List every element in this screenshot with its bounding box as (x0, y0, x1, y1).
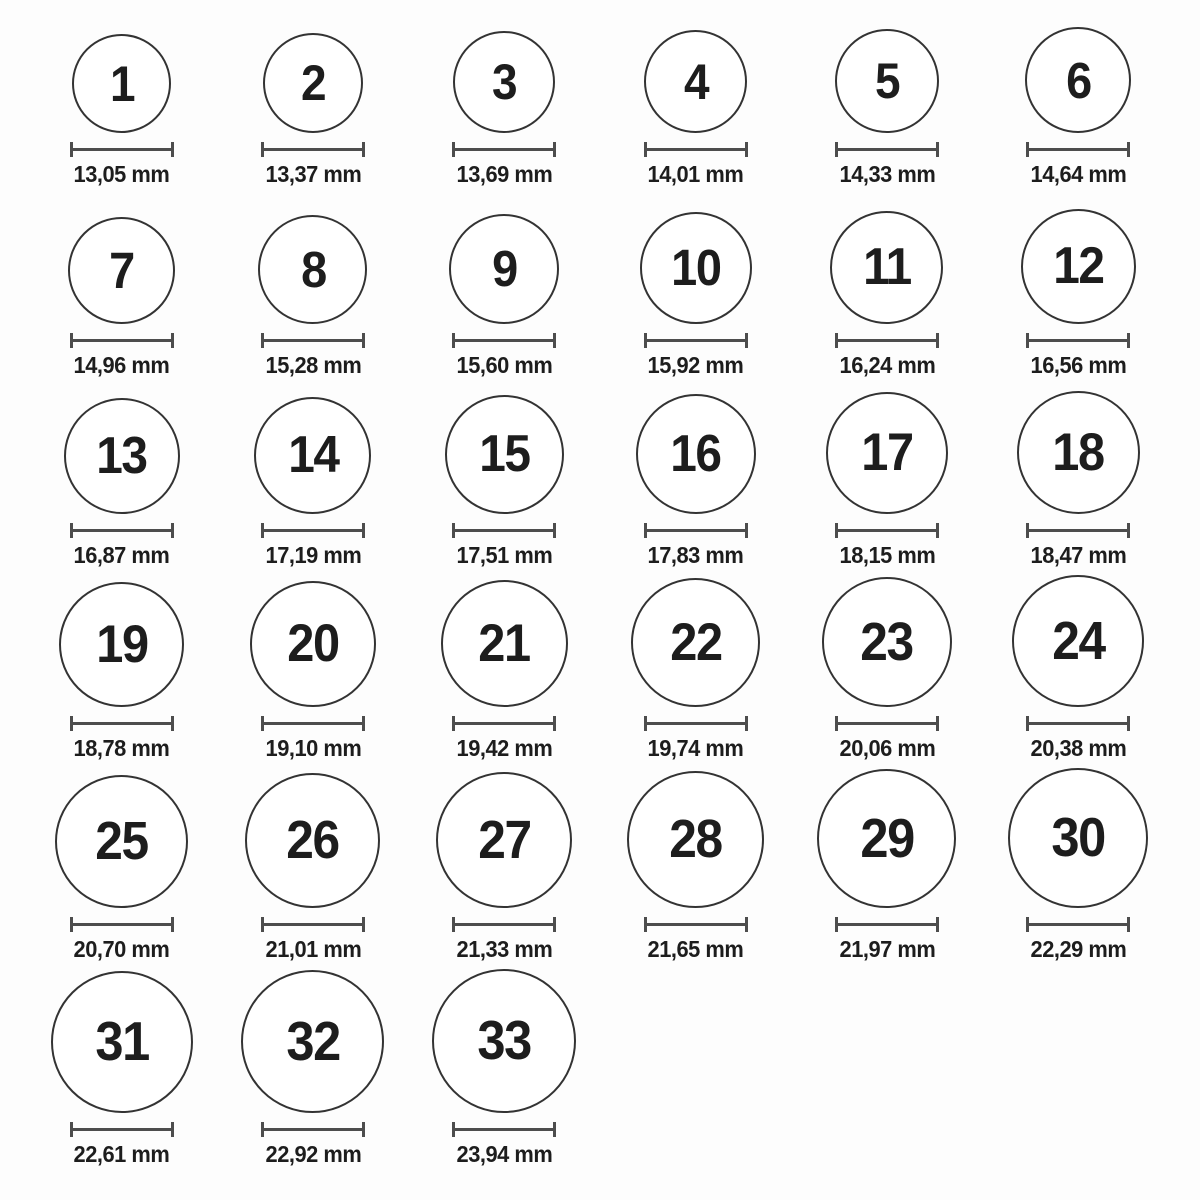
ring-size-item (791, 768, 982, 969)
diameter-dimension-line (835, 523, 939, 538)
diameter-label: 15,92 mm (647, 351, 744, 378)
dimension-bar (647, 722, 745, 725)
ring-size-item (409, 194, 600, 384)
ring-size-item (983, 194, 1174, 384)
dimension-bar (264, 339, 362, 342)
dimension-bar (838, 722, 936, 725)
diameter-dimension-line (644, 523, 748, 538)
ring-size-item (409, 768, 600, 969)
diameter-label: 22,92 mm (265, 1140, 361, 1167)
ring-circle (245, 773, 380, 908)
dimension-tick-right-icon (936, 142, 939, 157)
dimension-tick-right-icon (171, 142, 174, 157)
diameter-dimension-line (261, 142, 365, 157)
dimension-tick-right-icon (745, 917, 748, 932)
ring-size-number: 26 (286, 810, 340, 871)
ring-circle (441, 580, 568, 707)
diameter-dimension-line (835, 142, 939, 157)
dimension-bar (455, 923, 553, 926)
diameter-dimension-line (644, 333, 748, 348)
dimension-bar (455, 529, 553, 532)
ring-size-number: 11 (863, 238, 911, 297)
diameter-label: 18,15 mm (839, 541, 935, 568)
ring-size-item (26, 575, 217, 768)
ring-circle (241, 970, 384, 1113)
dimension-tick-right-icon (171, 917, 174, 932)
ring-size-number: 27 (478, 809, 531, 870)
diameter-label: 21,01 mm (265, 935, 361, 962)
dimension-tick-right-icon (1127, 142, 1130, 157)
dimension-tick-right-icon (1127, 523, 1130, 538)
ring-size-item (409, 969, 600, 1174)
diameter-label: 13,05 mm (73, 161, 170, 188)
ring-size-number: 16 (670, 424, 721, 483)
ring-circle (835, 29, 939, 133)
diameter-label: 19,10 mm (265, 734, 361, 761)
ring-size-item (791, 4, 982, 194)
ring-size-item (983, 768, 1174, 969)
ring-size-number: 6 (1065, 51, 1091, 109)
ring-circle (258, 215, 367, 324)
diameter-dimension-line (261, 1122, 365, 1137)
dimension-tick-right-icon (936, 716, 939, 731)
dimension-bar (455, 1128, 553, 1131)
dimension-bar (1029, 148, 1127, 151)
diameter-label: 23,94 mm (456, 1140, 553, 1167)
ring-size-item (217, 4, 408, 194)
ring-size-item (217, 768, 408, 969)
diameter-label: 19,42 mm (456, 734, 553, 761)
diameter-label: 18,78 mm (73, 734, 170, 761)
diameter-dimension-line (644, 142, 748, 157)
dimension-bar (73, 722, 171, 725)
dimension-tick-right-icon (553, 917, 556, 932)
ring-size-number: 9 (491, 240, 517, 298)
ring-circle (817, 769, 956, 908)
dimension-tick-right-icon (362, 917, 365, 932)
dimension-bar (264, 148, 362, 151)
diameter-dimension-line (452, 523, 556, 538)
dimension-tick-right-icon (171, 1122, 174, 1137)
ring-size-item (217, 194, 408, 384)
ring-size-item (600, 4, 791, 194)
dimension-bar (838, 148, 936, 151)
ring-size-number: 21 (478, 613, 531, 673)
dimension-bar (1029, 339, 1127, 342)
dimension-tick-right-icon (1127, 333, 1130, 348)
dimension-tick-right-icon (362, 1122, 365, 1137)
dimension-tick-right-icon (936, 917, 939, 932)
ring-circle (453, 31, 555, 133)
dimension-tick-right-icon (1127, 716, 1130, 731)
ring-circle (1025, 27, 1131, 133)
ring-size-item (791, 385, 982, 575)
diameter-dimension-line (70, 917, 174, 932)
dimension-tick-right-icon (553, 716, 556, 731)
diameter-label: 15,60 mm (456, 351, 553, 378)
ring-circle (1012, 575, 1144, 707)
ring-size-number: 1 (109, 55, 134, 112)
dimension-bar (73, 339, 171, 342)
dimension-tick-right-icon (553, 333, 556, 348)
dimension-bar (455, 148, 553, 151)
dimension-bar (647, 923, 745, 926)
dimension-tick-right-icon (553, 523, 556, 538)
ring-size-number: 7 (109, 241, 135, 299)
diameter-dimension-line (70, 716, 174, 731)
ring-size-item (983, 4, 1174, 194)
diameter-dimension-line (644, 716, 748, 731)
ring-size-item (409, 4, 600, 194)
dimension-bar (838, 529, 936, 532)
dimension-tick-right-icon (745, 523, 748, 538)
dimension-bar (264, 923, 362, 926)
diameter-dimension-line (261, 333, 365, 348)
diameter-dimension-line (261, 523, 365, 538)
diameter-label: 15,28 mm (265, 351, 361, 378)
diameter-label: 20,38 mm (1030, 734, 1127, 761)
diameter-dimension-line (70, 523, 174, 538)
dimension-tick-right-icon (171, 716, 174, 731)
ring-circle (64, 398, 180, 514)
dimension-bar (73, 148, 171, 151)
ring-circle (640, 212, 752, 324)
ring-size-number: 10 (670, 239, 721, 297)
dimension-bar (73, 1128, 171, 1131)
dimension-tick-right-icon (745, 716, 748, 731)
dimension-tick-right-icon (553, 1122, 556, 1137)
ring-size-number: 30 (1051, 806, 1106, 869)
ring-size-number: 5 (874, 53, 900, 110)
diameter-dimension-line (452, 1122, 556, 1137)
diameter-label: 17,83 mm (647, 541, 744, 568)
diameter-label: 14,33 mm (839, 161, 935, 188)
ring-size-number: 12 (1053, 237, 1104, 296)
diameter-dimension-line (70, 333, 174, 348)
dimension-tick-right-icon (171, 523, 174, 538)
dimension-tick-right-icon (553, 142, 556, 157)
ring-size-item (409, 385, 600, 575)
diameter-label: 20,70 mm (73, 935, 170, 962)
ring-size-item (600, 385, 791, 575)
dimension-bar (1029, 923, 1127, 926)
ring-circle (1017, 391, 1140, 514)
ring-circle (822, 577, 952, 707)
ring-circle (68, 217, 175, 324)
ring-size-item (600, 575, 791, 768)
diameter-dimension-line (452, 917, 556, 932)
ring-size-number: 4 (683, 53, 708, 110)
dimension-tick-right-icon (936, 523, 939, 538)
ring-size-item (983, 385, 1174, 575)
ring-circle (449, 214, 559, 324)
ring-size-item (26, 194, 217, 384)
diameter-label: 14,01 mm (647, 161, 744, 188)
ring-size-number: 13 (96, 426, 147, 485)
dimension-bar (838, 339, 936, 342)
ring-size-number: 19 (95, 614, 148, 674)
diameter-dimension-line (835, 917, 939, 932)
ring-circle (631, 578, 760, 707)
ring-size-item (26, 768, 217, 969)
ring-circle (55, 775, 188, 908)
diameter-dimension-line (1026, 142, 1130, 157)
dimension-tick-right-icon (362, 142, 365, 157)
diameter-dimension-line (644, 917, 748, 932)
ring-circle (1008, 768, 1148, 908)
ring-size-item (217, 575, 408, 768)
ring-size-item (600, 768, 791, 969)
ring-circle (436, 772, 572, 908)
ring-circle (830, 211, 943, 324)
dimension-tick-right-icon (1127, 917, 1130, 932)
diameter-label: 17,51 mm (456, 541, 553, 568)
dimension-tick-right-icon (362, 523, 365, 538)
diameter-label: 22,29 mm (1030, 935, 1127, 962)
ring-size-item (791, 575, 982, 768)
dimension-bar (647, 148, 745, 151)
ring-circle (826, 392, 948, 514)
dimension-bar (73, 923, 171, 926)
diameter-dimension-line (835, 333, 939, 348)
ring-size-number: 22 (669, 612, 722, 672)
diameter-dimension-line (261, 917, 365, 932)
ring-size-number: 25 (95, 811, 148, 872)
diameter-label: 21,65 mm (647, 935, 744, 962)
diameter-label: 16,87 mm (73, 541, 170, 568)
ring-size-item (983, 575, 1174, 768)
ring-circle (636, 394, 756, 514)
ring-size-number: 24 (1052, 610, 1105, 671)
dimension-tick-right-icon (362, 716, 365, 731)
ring-size-item (600, 194, 791, 384)
dimension-bar (264, 529, 362, 532)
dimension-tick-right-icon (171, 333, 174, 348)
ring-circle (627, 771, 764, 908)
ring-size-number: 28 (669, 809, 722, 870)
ring-size-number: 17 (861, 423, 913, 483)
ring-size-item (26, 4, 217, 194)
dimension-bar (647, 339, 745, 342)
diameter-dimension-line (1026, 333, 1130, 348)
ring-size-number: 23 (860, 611, 914, 672)
ring-size-number: 18 (1052, 422, 1105, 482)
diameter-label: 16,24 mm (839, 351, 935, 378)
dimension-tick-right-icon (745, 333, 748, 348)
dimension-bar (455, 722, 553, 725)
diameter-label: 21,97 mm (839, 935, 935, 962)
ring-size-number: 15 (479, 425, 530, 484)
diameter-label: 19,74 mm (647, 734, 744, 761)
ring-size-item (217, 969, 408, 1174)
dimension-bar (1029, 722, 1127, 725)
ring-size-item (26, 385, 217, 575)
diameter-label: 14,64 mm (1030, 161, 1127, 188)
diameter-dimension-line (835, 716, 939, 731)
ring-size-number: 29 (860, 806, 914, 869)
dimension-bar (647, 529, 745, 532)
dimension-bar (455, 339, 553, 342)
ring-size-item (217, 385, 408, 575)
dimension-bar (264, 1128, 362, 1131)
diameter-label: 20,06 mm (839, 734, 935, 761)
diameter-label: 18,47 mm (1030, 541, 1127, 568)
diameter-label: 16,56 mm (1030, 351, 1127, 378)
diameter-dimension-line (70, 142, 174, 157)
dimension-tick-right-icon (362, 333, 365, 348)
ring-size-number: 33 (477, 1009, 532, 1072)
dimension-bar (264, 722, 362, 725)
diameter-dimension-line (1026, 917, 1130, 932)
ring-size-number: 20 (287, 614, 339, 674)
ring-circle (250, 581, 376, 707)
ring-size-number: 32 (286, 1009, 340, 1072)
diameter-dimension-line (452, 716, 556, 731)
ring-size-number: 8 (300, 240, 326, 298)
dimension-bar (73, 529, 171, 532)
ring-circle (51, 971, 193, 1113)
ring-size-number: 3 (492, 54, 517, 111)
ring-circle (72, 34, 171, 133)
diameter-label: 13,69 mm (456, 161, 553, 188)
diameter-dimension-line (261, 716, 365, 731)
diameter-dimension-line (1026, 523, 1130, 538)
diameter-label: 21,33 mm (456, 935, 553, 962)
diameter-dimension-line (1026, 716, 1130, 731)
ring-circle (263, 33, 363, 133)
diameter-label: 22,61 mm (73, 1140, 170, 1167)
diameter-label: 14,96 mm (73, 351, 170, 378)
ring-size-item (26, 969, 217, 1174)
dimension-bar (1029, 529, 1127, 532)
ring-size-number: 31 (94, 1010, 149, 1073)
dimension-tick-right-icon (745, 142, 748, 157)
ring-circle (1021, 209, 1136, 324)
dimension-bar (838, 923, 936, 926)
diameter-label: 17,19 mm (265, 541, 361, 568)
diameter-dimension-line (70, 1122, 174, 1137)
diameter-label: 13,37 mm (265, 161, 361, 188)
ring-circle (432, 969, 576, 1113)
ring-size-item (791, 194, 982, 384)
ring-size-number: 14 (287, 426, 339, 485)
ring-size-number: 2 (300, 55, 326, 112)
ring-circle (644, 30, 747, 133)
ring-size-item (409, 575, 600, 768)
ring-circle (254, 397, 371, 514)
ring-circle (445, 395, 564, 514)
dimension-tick-right-icon (936, 333, 939, 348)
diameter-dimension-line (452, 142, 556, 157)
diameter-dimension-line (452, 333, 556, 348)
ring-circle (59, 582, 184, 707)
